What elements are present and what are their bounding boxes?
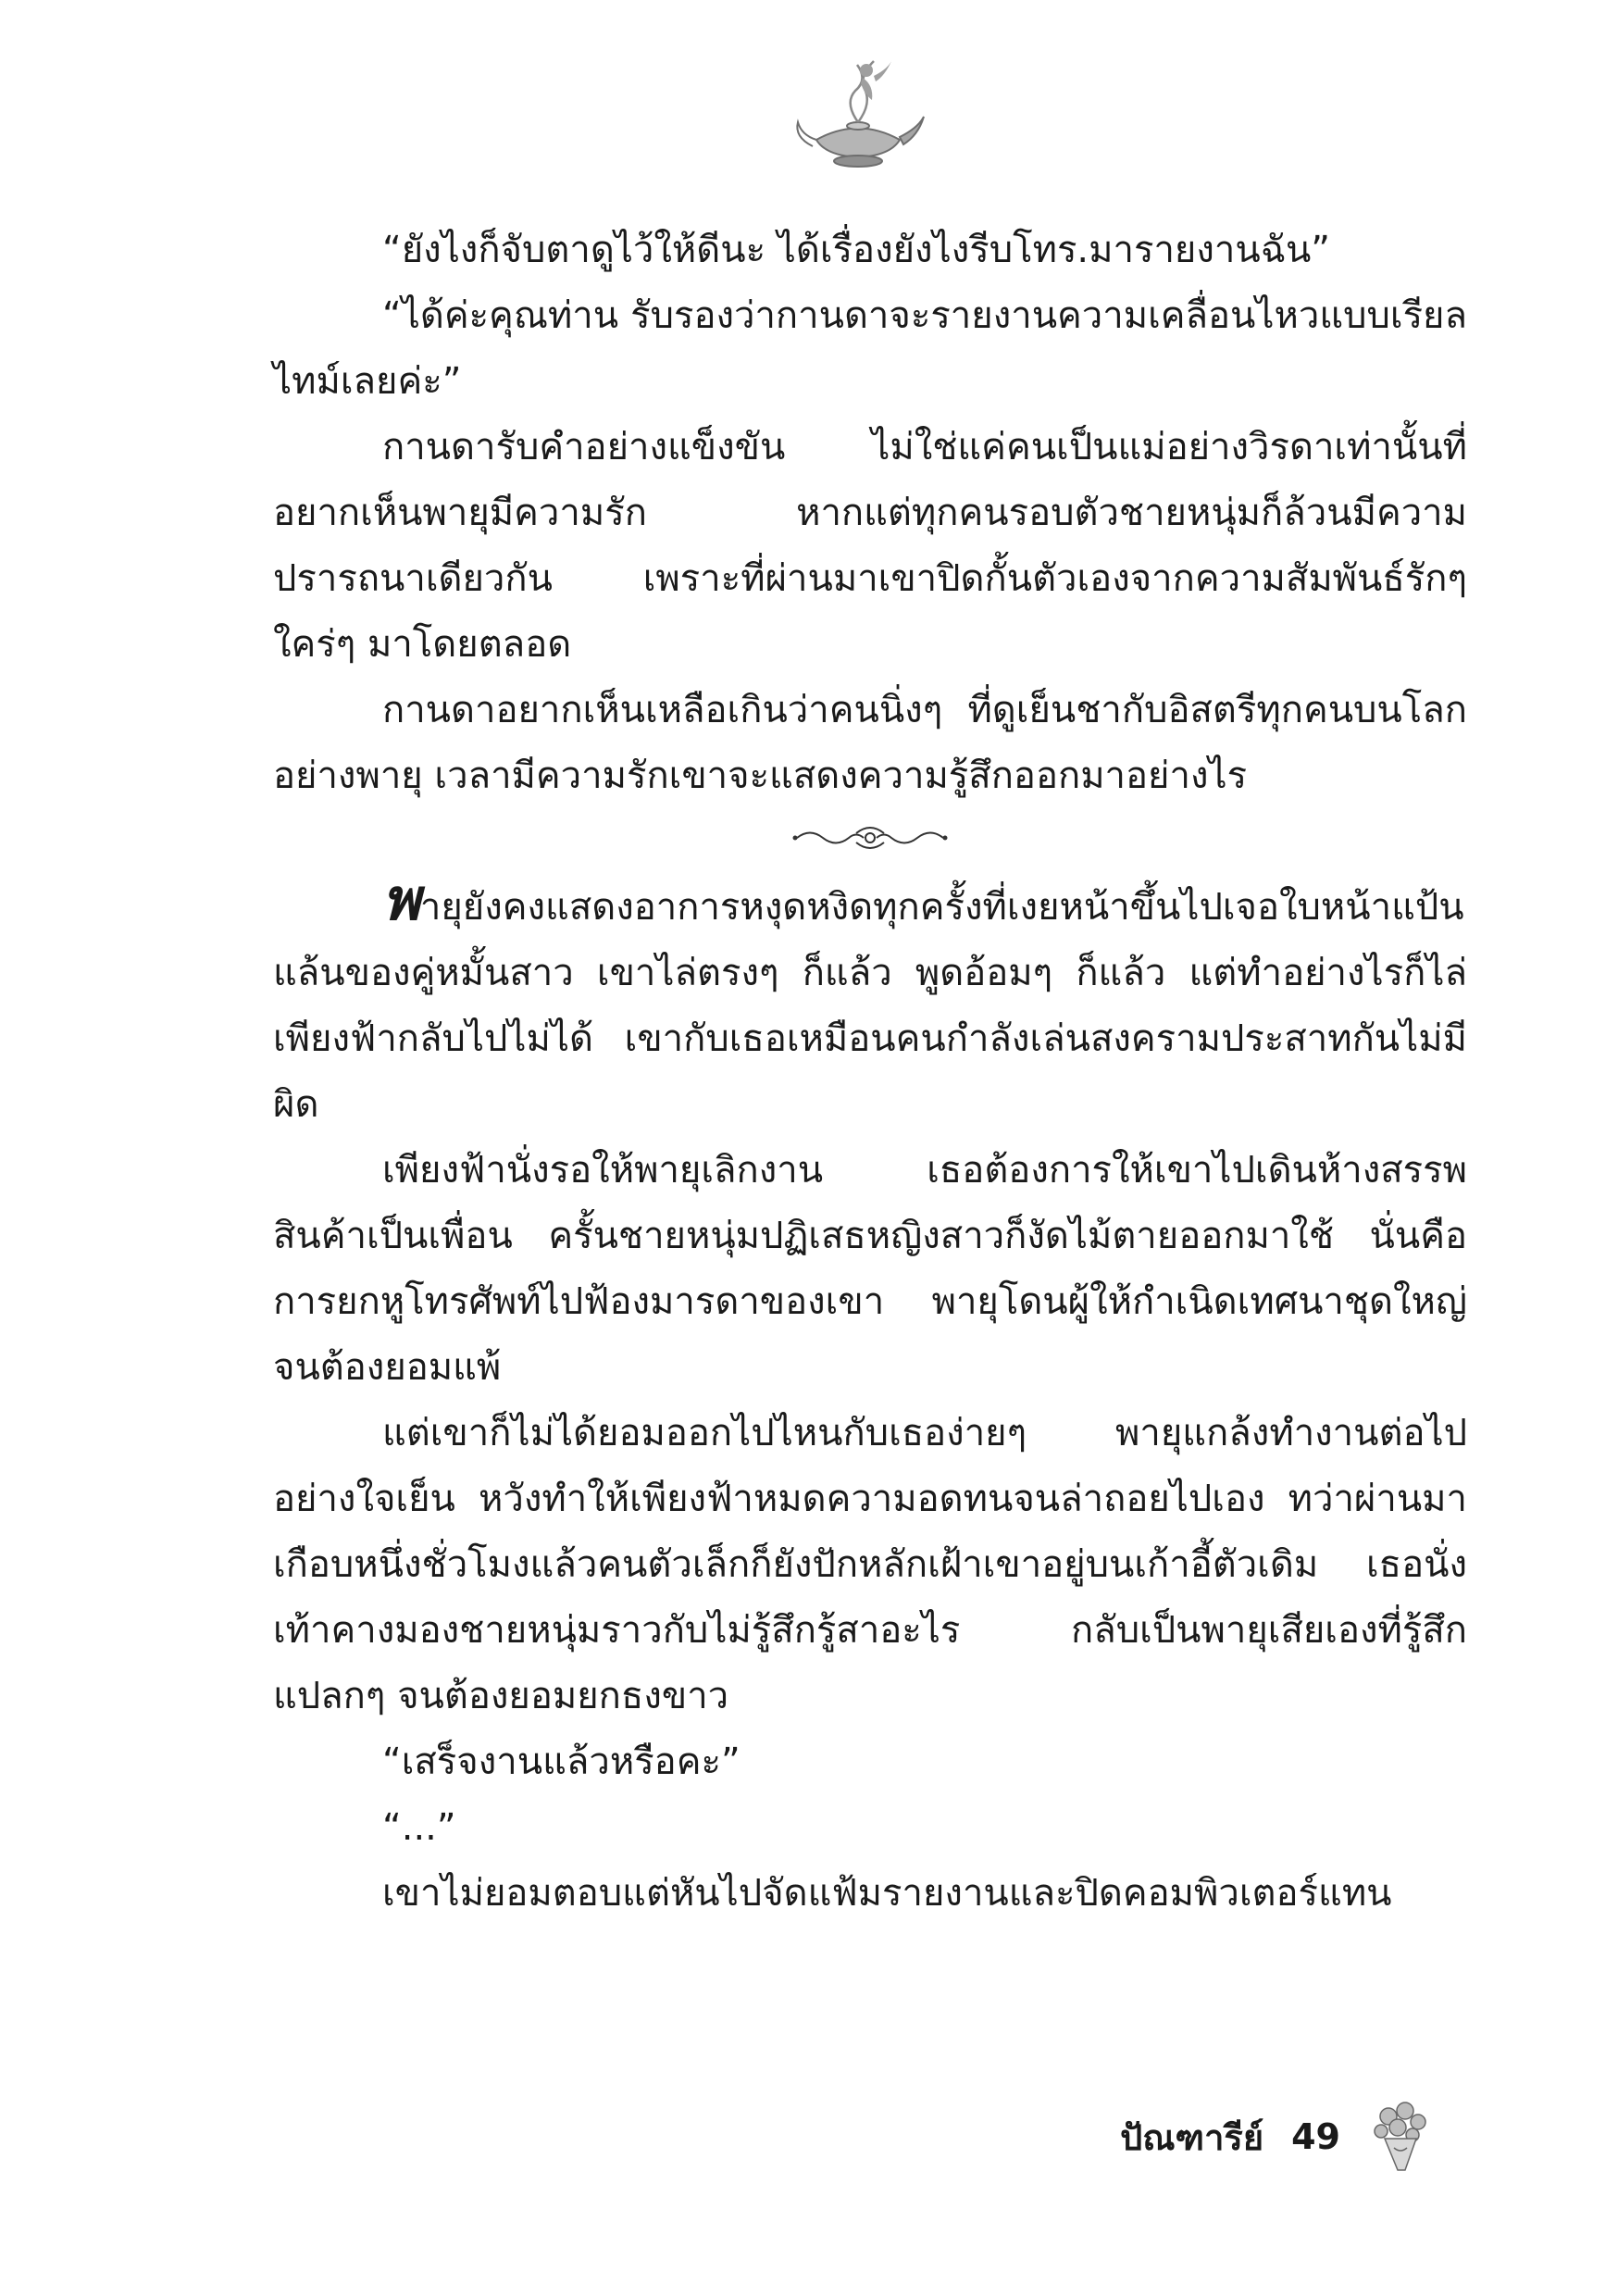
body-text	[273, 218, 1467, 1927]
drop-cap: พ	[382, 866, 420, 933]
page-footer	[1120, 2100, 1433, 2174]
paragraph: “เสร็จงานแล้วหรือคะ”	[382, 1741, 741, 1783]
paragraph: เขาไม่ยอมตอบแต่หันไปจัดแฟ้มรายงานและปิดคอมพิวเตอร์แทน	[382, 1872, 1392, 1915]
paragraph: “ยังไงก็จับตาดูไว้ให้ดีนะ ได้เรื่องยังไงรีบโทร.มารายงานฉัน”	[382, 229, 1331, 271]
paragraph: แต่เขาก็ไม่ได้ยอมออกไปไหนกับเธอง่ายๆ พายุแกล้งทำงานต่อไปอย่างใจเย็น หวังทำให้เพียงฟ้าหมดความอดทนจนล่าถอยไปเอง ทว่าผ่านมาเกือบหนึ่งชั่วโมงแล้วคนตัวเล็กก็ยังปักหลักเฝ้าเขาอยู่บนเก้าอี้ตัวเดิม เธอนั่งเท้าคางมองชายหนุ่มราวกับไม่รู้สึกรู้สาอะไร กลับเป็นพายุเสียเองที่รู้สึกแปลกๆ จนต้องยอมยกธงขาว	[273, 1412, 1467, 1717]
paragraph: “ได้ค่ะคุณท่าน รับรองว่ากานดาจะรายงานความเคลื่อนไหวแบบเรียลไทม์เลยค่ะ”	[273, 294, 1467, 403]
paragraph	[273, 866, 1467, 1138]
page-number: 49	[1291, 2116, 1340, 2157]
paragraph: “...”	[382, 1806, 456, 1849]
flourish-divider-icon	[791, 809, 949, 875]
section-divider	[273, 809, 1467, 875]
paragraph: กานดารับคำอย่างแข็งขัน ไม่ใช่แค่คนเป็นแม่อย่างวิรดาเท่านั้นที่อยากเห็นพายุมีความรัก หากแต่ทุกคนรอบตัวชายหนุ่มก็ล้วนมีความปรารถนาเดียวกัน เพราะที่ผ่านมาเขาปิดกั้นตัวเองจากความสัมพันธ์รักๆ ใคร่ๆ มาโดยตลอด	[273, 426, 1467, 666]
book-title: ปัณฑารีย์	[1120, 2116, 1264, 2158]
genie-lamp-icon	[789, 52, 927, 172]
flower-bouquet-icon	[1368, 2100, 1433, 2174]
paragraph: กานดาอยากเห็นเหลือเกินว่าคนนิ่งๆ ที่ดูเย็นชากับอิสตรีทุกคนบนโลกอย่างพายุ เวลามีความรักเขาจะแสดงความรู้สึกออกมาอย่างไร	[273, 689, 1467, 797]
paragraph: เพียงฟ้านั่งรอให้พายุเลิกงาน เธอต้องการให้เขาไปเดินห้างสรรพสินค้าเป็นเพื่อน ครั้นชายหนุ่มปฏิเสธหญิงสาวก็งัดไม้ตายออกมาใช้ นั่นคือการยกหูโทรศัพท์ไปฟ้องมารดาของเขา พายุโดนผู้ให้กำเนิดเทศนาชุดใหญ่จนต้องยอมแพ้	[273, 1149, 1467, 1389]
paragraph-text: ายุยังคงแสดงอาการหงุดหงิดทุกครั้งที่เงยหน้าขึ้นไปเจอใบหน้าแป้นแล้นของคู่หมั้นสาว เขาไล่ตรงๆ ก็แล้ว พูดอ้อมๆ ก็แล้ว แต่ทำอย่างไรก็ไล่เพียงฟ้ากลับไปไม่ได้ เขากับเธอเหมือนคนกำลังเล่นสงครามประสาทกันไม่มีผิด	[273, 886, 1467, 1126]
